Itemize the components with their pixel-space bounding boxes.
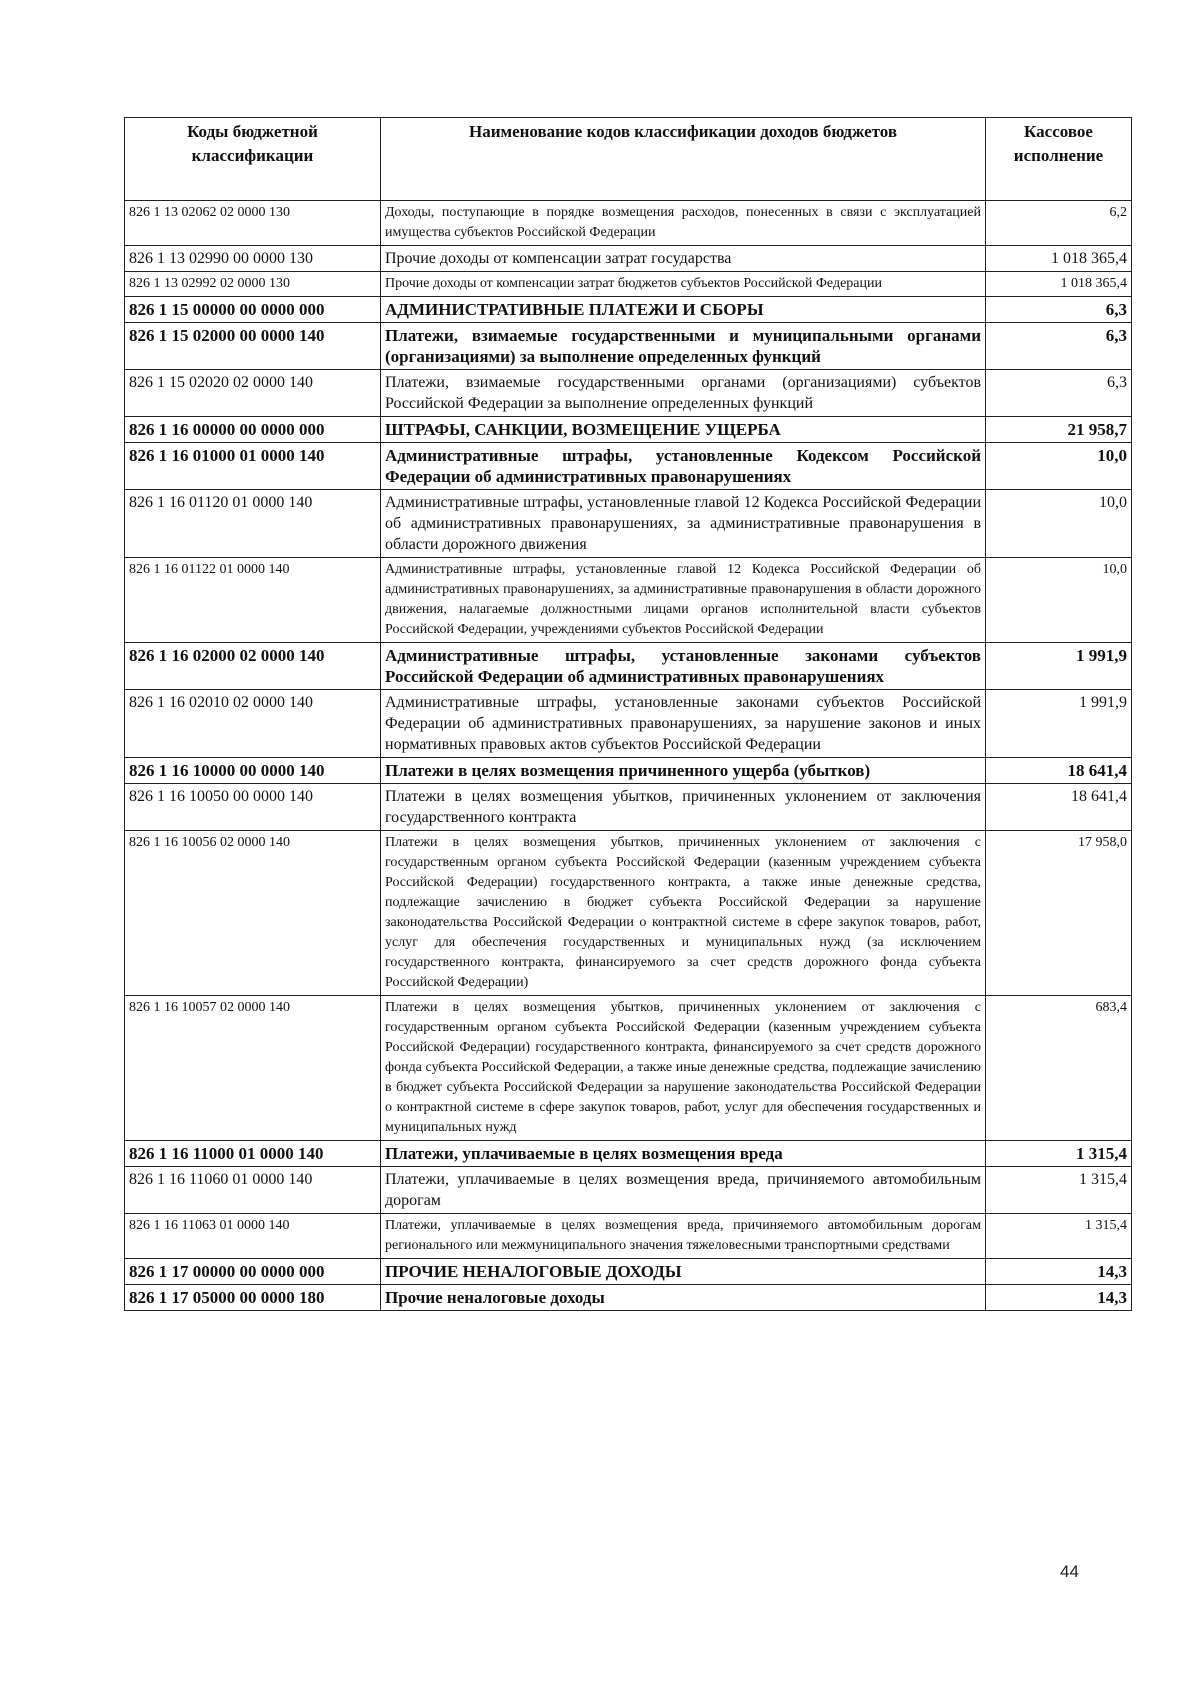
cell-code: 826 1 16 10056 02 0000 140 xyxy=(125,831,381,996)
cell-name: Платежи, уплачиваемые в целях возмещения вреда xyxy=(381,1141,986,1167)
cell-name: Административные штрафы, установленные законами субъектов Российской Федерации об административных правонарушениях xyxy=(381,643,986,690)
table-row xyxy=(125,272,1132,297)
table-row xyxy=(125,996,1132,1141)
cell-code: 826 1 15 02020 02 0000 140 xyxy=(125,370,381,417)
cell-code: 826 1 13 02062 02 0000 130 xyxy=(125,201,381,246)
cell-name: Платежи в целях возмещения убытков, причиненных уклонением от заключения государственного контракта xyxy=(381,784,986,831)
cell-name: Платежи в целях возмещения убытков, причиненных уклонением от заключения с государственным органом субъекта Российской Федерации (казенным учреждением субъекта Российской Федерации) государственного контракта, а также иные денежные средства, подлежащие зачислению в бюджет субъекта Российской Федерации за нарушение законодательства Российской Федерации о контрактной системе в сфере закупок товаров, работ, услуг для обеспечения государственных и муниципальных нужд (за исключением государственного контракта, финансируемого за счет средств дорожного фонда субъекта Российской Федерации) xyxy=(381,831,986,996)
budget-table xyxy=(124,117,1132,1311)
table-row xyxy=(125,784,1132,831)
cell-name: Прочие доходы от компенсации затрат государства xyxy=(381,246,986,272)
cell-name: Платежи, взимаемые государственными и муниципальными органами (организациями) за выполнение определенных функций xyxy=(381,323,986,370)
table-row xyxy=(125,323,1132,370)
cell-sum: 14,3 xyxy=(986,1285,1132,1311)
cell-sum: 10,0 xyxy=(986,490,1132,558)
table-row xyxy=(125,831,1132,996)
cell-sum: 6,3 xyxy=(986,297,1132,323)
cell-sum: 6,2 xyxy=(986,201,1132,246)
table-header-row xyxy=(125,118,1132,201)
cell-code: 826 1 16 10000 00 0000 140 xyxy=(125,758,381,784)
table-row xyxy=(125,201,1132,246)
cell-code: 826 1 16 01000 01 0000 140 xyxy=(125,443,381,490)
cell-sum: 21 958,7 xyxy=(986,417,1132,443)
cell-sum: 18 641,4 xyxy=(986,784,1132,831)
header-code: Коды бюджетной классификации xyxy=(125,118,381,201)
header-name: Наименование кодов классификации доходов бюджетов xyxy=(381,118,986,201)
cell-code: 826 1 17 05000 00 0000 180 xyxy=(125,1285,381,1311)
table-row xyxy=(125,1285,1132,1311)
table-row xyxy=(125,758,1132,784)
cell-code: 826 1 13 02992 02 0000 130 xyxy=(125,272,381,297)
cell-name: Платежи в целях возмещения причиненного ущерба (убытков) xyxy=(381,758,986,784)
cell-name: Административные штрафы, установленные Кодексом Российской Федерации об административных правонарушениях xyxy=(381,443,986,490)
table-row xyxy=(125,1259,1132,1285)
cell-code: 826 1 16 01122 01 0000 140 xyxy=(125,558,381,643)
cell-name: Платежи, взимаемые государственными органами (организациями) субъектов Российской Федерации за выполнение определенных функций xyxy=(381,370,986,417)
cell-name: Административные штрафы, установленные главой 12 Кодекса Российской Федерации об административных правонарушениях, за административные правонарушения в области дорожного движения, налагаемые должностными лицами органов исполнительной власти субъектов Российской Федерации, учреждениями субъектов Российской Федерации xyxy=(381,558,986,643)
page-number: 44 xyxy=(1060,1562,1079,1581)
table-row xyxy=(125,1167,1132,1214)
cell-sum: 1 018 365,4 xyxy=(986,272,1132,297)
table-row xyxy=(125,1141,1132,1167)
table-row xyxy=(125,246,1132,272)
cell-sum: 10,0 xyxy=(986,558,1132,643)
cell-sum: 683,4 xyxy=(986,996,1132,1141)
cell-name: Прочие неналоговые доходы xyxy=(381,1285,986,1311)
cell-code: 826 1 16 01120 01 0000 140 xyxy=(125,490,381,558)
cell-code: 826 1 15 00000 00 0000 000 xyxy=(125,297,381,323)
cell-name: Платежи, уплачиваемые в целях возмещения вреда, причиняемого автомобильным дорогам xyxy=(381,1167,986,1214)
cell-code: 826 1 16 11060 01 0000 140 xyxy=(125,1167,381,1214)
table-row xyxy=(125,690,1132,758)
table-body xyxy=(125,201,1132,1311)
cell-sum: 1 315,4 xyxy=(986,1141,1132,1167)
cell-sum: 14,3 xyxy=(986,1259,1132,1285)
cell-code: 826 1 16 10057 02 0000 140 xyxy=(125,996,381,1141)
cell-sum: 6,3 xyxy=(986,370,1132,417)
cell-sum: 18 641,4 xyxy=(986,758,1132,784)
table-row xyxy=(125,490,1132,558)
cell-code: 826 1 16 02010 02 0000 140 xyxy=(125,690,381,758)
cell-name: ПРОЧИЕ НЕНАЛОГОВЫЕ ДОХОДЫ xyxy=(381,1259,986,1285)
table-row xyxy=(125,643,1132,690)
cell-name: Платежи в целях возмещения убытков, причиненных уклонением от заключения с государственным органом субъекта Российской Федерации (казенным учреждением субъекта Российской Федерации) государственного контракта, финансируемого за счет средств дорожного фонда субъекта Российской Федерации, а также иные денежные средства, подлежащие зачислению в бюджет субъекта Российской Федерации за нарушение законодательства Российской Федерации о контрактной системе в сфере закупок товаров, работ, услуг для обеспечения государственных и муниципальных нужд xyxy=(381,996,986,1141)
cell-code: 826 1 16 02000 02 0000 140 xyxy=(125,643,381,690)
cell-code: 826 1 16 11063 01 0000 140 xyxy=(125,1214,381,1259)
cell-name: АДМИНИСТРАТИВНЫЕ ПЛАТЕЖИ И СБОРЫ xyxy=(381,297,986,323)
cell-name: Прочие доходы от компенсации затрат бюджетов субъектов Российской Федерации xyxy=(381,272,986,297)
cell-code: 826 1 17 00000 00 0000 000 xyxy=(125,1259,381,1285)
cell-name: Платежи, уплачиваемые в целях возмещения вреда, причиняемого автомобильным дорогам регионального или межмуниципального значения тяжеловесными транспортными средствами xyxy=(381,1214,986,1259)
table-row xyxy=(125,1214,1132,1259)
cell-sum: 1 018 365,4 xyxy=(986,246,1132,272)
cell-name: Административные штрафы, установленные законами субъектов Российской Федерации об административных правонарушениях, за нарушение законов и иных нормативных правовых актов субъектов Российской Федерации xyxy=(381,690,986,758)
table-row xyxy=(125,417,1132,443)
cell-code: 826 1 15 02000 00 0000 140 xyxy=(125,323,381,370)
header-sum: Кассовое исполнение xyxy=(986,118,1132,201)
table-row xyxy=(125,370,1132,417)
cell-sum: 10,0 xyxy=(986,443,1132,490)
cell-sum: 1 315,4 xyxy=(986,1214,1132,1259)
cell-sum: 1 315,4 xyxy=(986,1167,1132,1214)
table-row xyxy=(125,558,1132,643)
table-row xyxy=(125,297,1132,323)
cell-name: ШТРАФЫ, САНКЦИИ, ВОЗМЕЩЕНИЕ УЩЕРБА xyxy=(381,417,986,443)
document-page xyxy=(124,117,1131,1311)
cell-sum: 6,3 xyxy=(986,323,1132,370)
cell-sum: 1 991,9 xyxy=(986,643,1132,690)
cell-sum: 17 958,0 xyxy=(986,831,1132,996)
cell-name: Доходы, поступающие в порядке возмещения расходов, понесенных в связи с эксплуатацией имущества субъектов Российской Федерации xyxy=(381,201,986,246)
table-row xyxy=(125,443,1132,490)
cell-code: 826 1 13 02990 00 0000 130 xyxy=(125,246,381,272)
cell-sum: 1 991,9 xyxy=(986,690,1132,758)
cell-code: 826 1 16 10050 00 0000 140 xyxy=(125,784,381,831)
cell-code: 826 1 16 00000 00 0000 000 xyxy=(125,417,381,443)
cell-name: Административные штрафы, установленные главой 12 Кодекса Российской Федерации об административных правонарушениях, за административные правонарушения в области дорожного движения xyxy=(381,490,986,558)
cell-code: 826 1 16 11000 01 0000 140 xyxy=(125,1141,381,1167)
